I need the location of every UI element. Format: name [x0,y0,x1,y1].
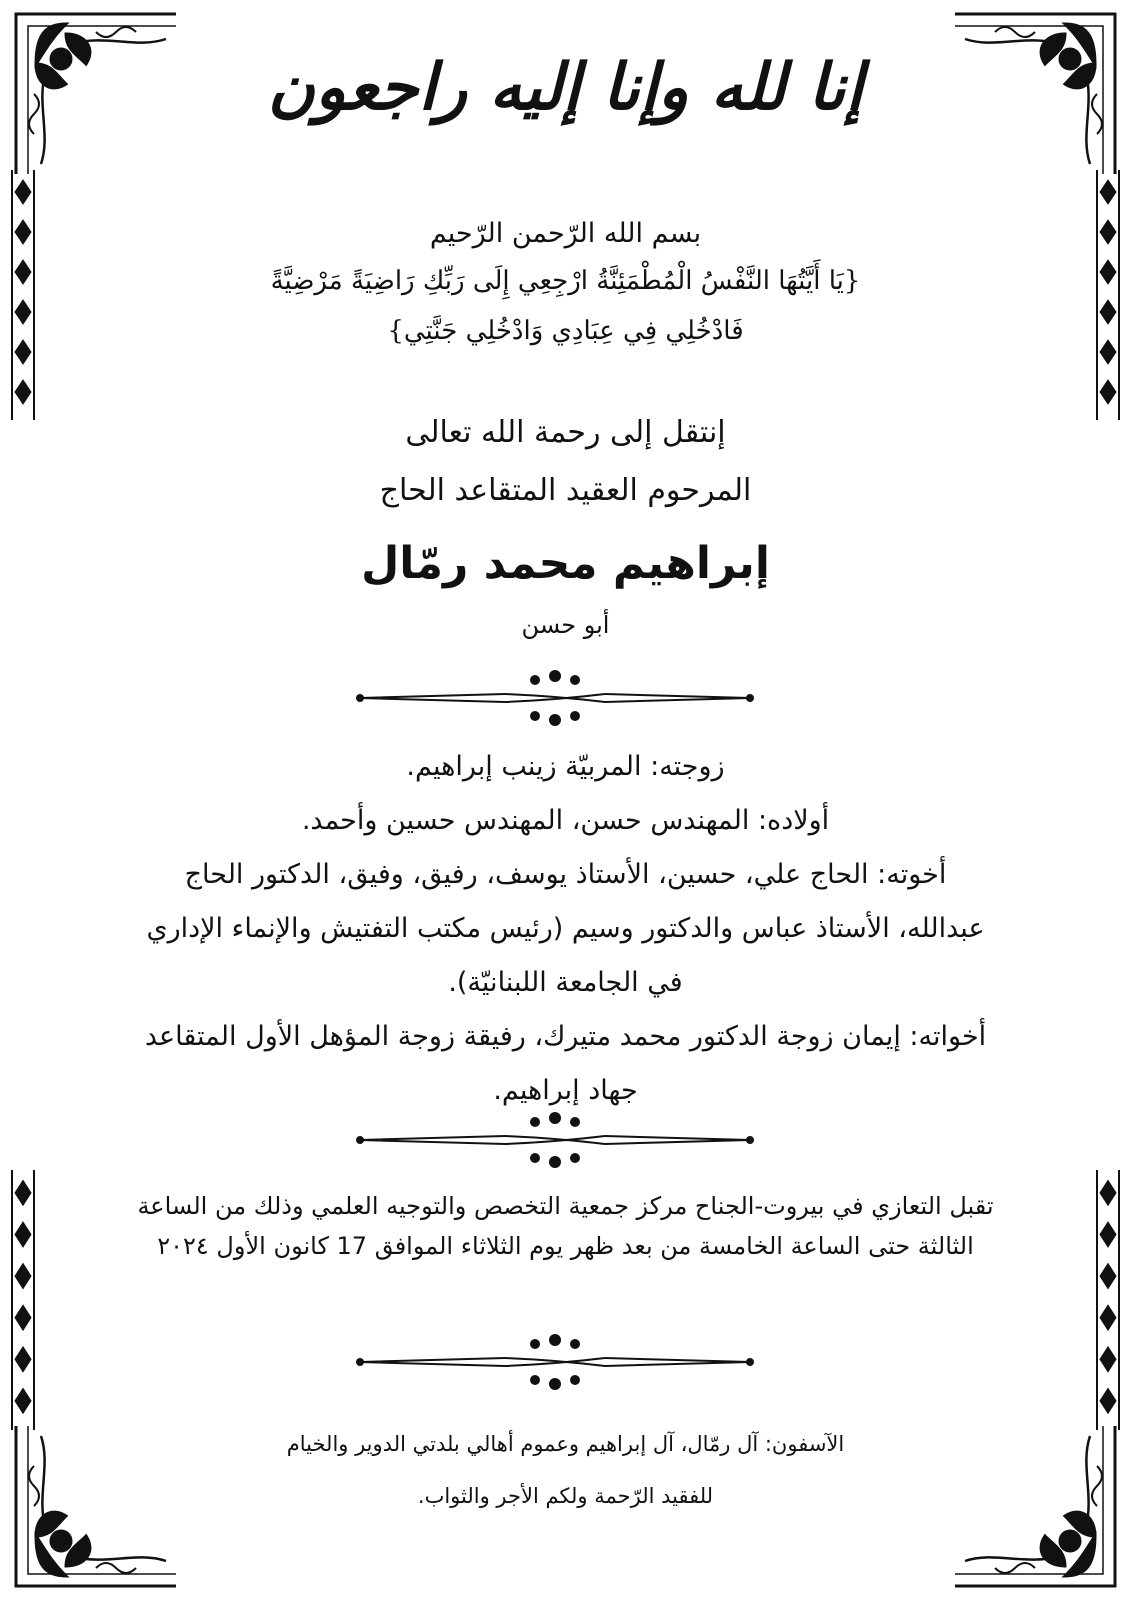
family-section [140,740,991,1118]
basmala: بسم الله الرّحمن الرّحيم [429,218,702,249]
side-ornament-right-bottom [1093,1170,1123,1430]
side-ornament-left-top [8,170,38,420]
intro-line-2: المرحوم العقيد المتقاعد الحاج [379,473,752,508]
quran-verse [120,256,1011,356]
family-brothers: أخوته: الحاج علي، حسين، الأستاذ يوسف، رفيق، وفيق، الدكتور الحاج عبدالله، الأستاذ عباس والدكتور وسيم (رئيس مكتب التفتيش والإنماء الإداري في الجامعة اللبنانيّة). [146,859,985,998]
announcement-intro [120,404,1011,520]
verse-line-2: فَادْخُلِي فِي عِبَادِي وَادْخُلِي جَنَّتِي} [387,316,744,346]
verse-line-1: {يَا أَيَّتُهَا النَّفْسُ الْمُطْمَئِنَّةُ ارْجِعِي إِلَى رَبِّكِ رَاضِيَةً مَرْضِيَّةً [270,266,861,296]
family-sisters: أخواته: إيمان زوجة الدكتور محمد متيرك، رفيقة زوجة المؤهل الأول المتقاعد جهاد إبراهيم. [144,1021,987,1106]
side-ornament-left-bottom [8,1170,38,1430]
intro-line-1: إنتقل إلى رحمة الله تعالى [405,415,726,450]
condolences-section [120,1186,1011,1266]
condolences-text: تقبل التعازي في بيروت-الجناح مركز جمعية التخصص والتوجيه العلمي وذلك من الساعة الثالثة حتى الساعة الخامسة من بعد ظهر يوم الثلاثاء الموافق 17 كانون الأول ٢٠٢٤ [137,1192,994,1260]
floral-divider-3 [355,1332,755,1392]
calligraphy-heading: إنا لله وإنا إليه راجعون [267,50,864,125]
mourners-line-1: الآسفون: آل رمّال، آل إبراهيم وعموم أهالي بلدتي الدوير والخيام [286,1432,845,1456]
mourners-section [120,1418,1011,1522]
floral-divider-2 [355,1110,755,1170]
deceased-kunya: أبو حسن [521,611,610,639]
deceased-name: إبراهيم محمد رمّال [361,538,770,589]
family-children: أولاده: المهندس حسن، المهندس حسين وأحمد. [301,805,830,836]
floral-divider-1 [355,668,755,728]
side-ornament-right-top [1093,170,1123,420]
mourners-line-2: للفقيد الرّحمة ولكم الأجر والثواب. [417,1484,714,1508]
family-wife: زوجته: المربيّة زينب إبراهيم. [406,751,725,782]
